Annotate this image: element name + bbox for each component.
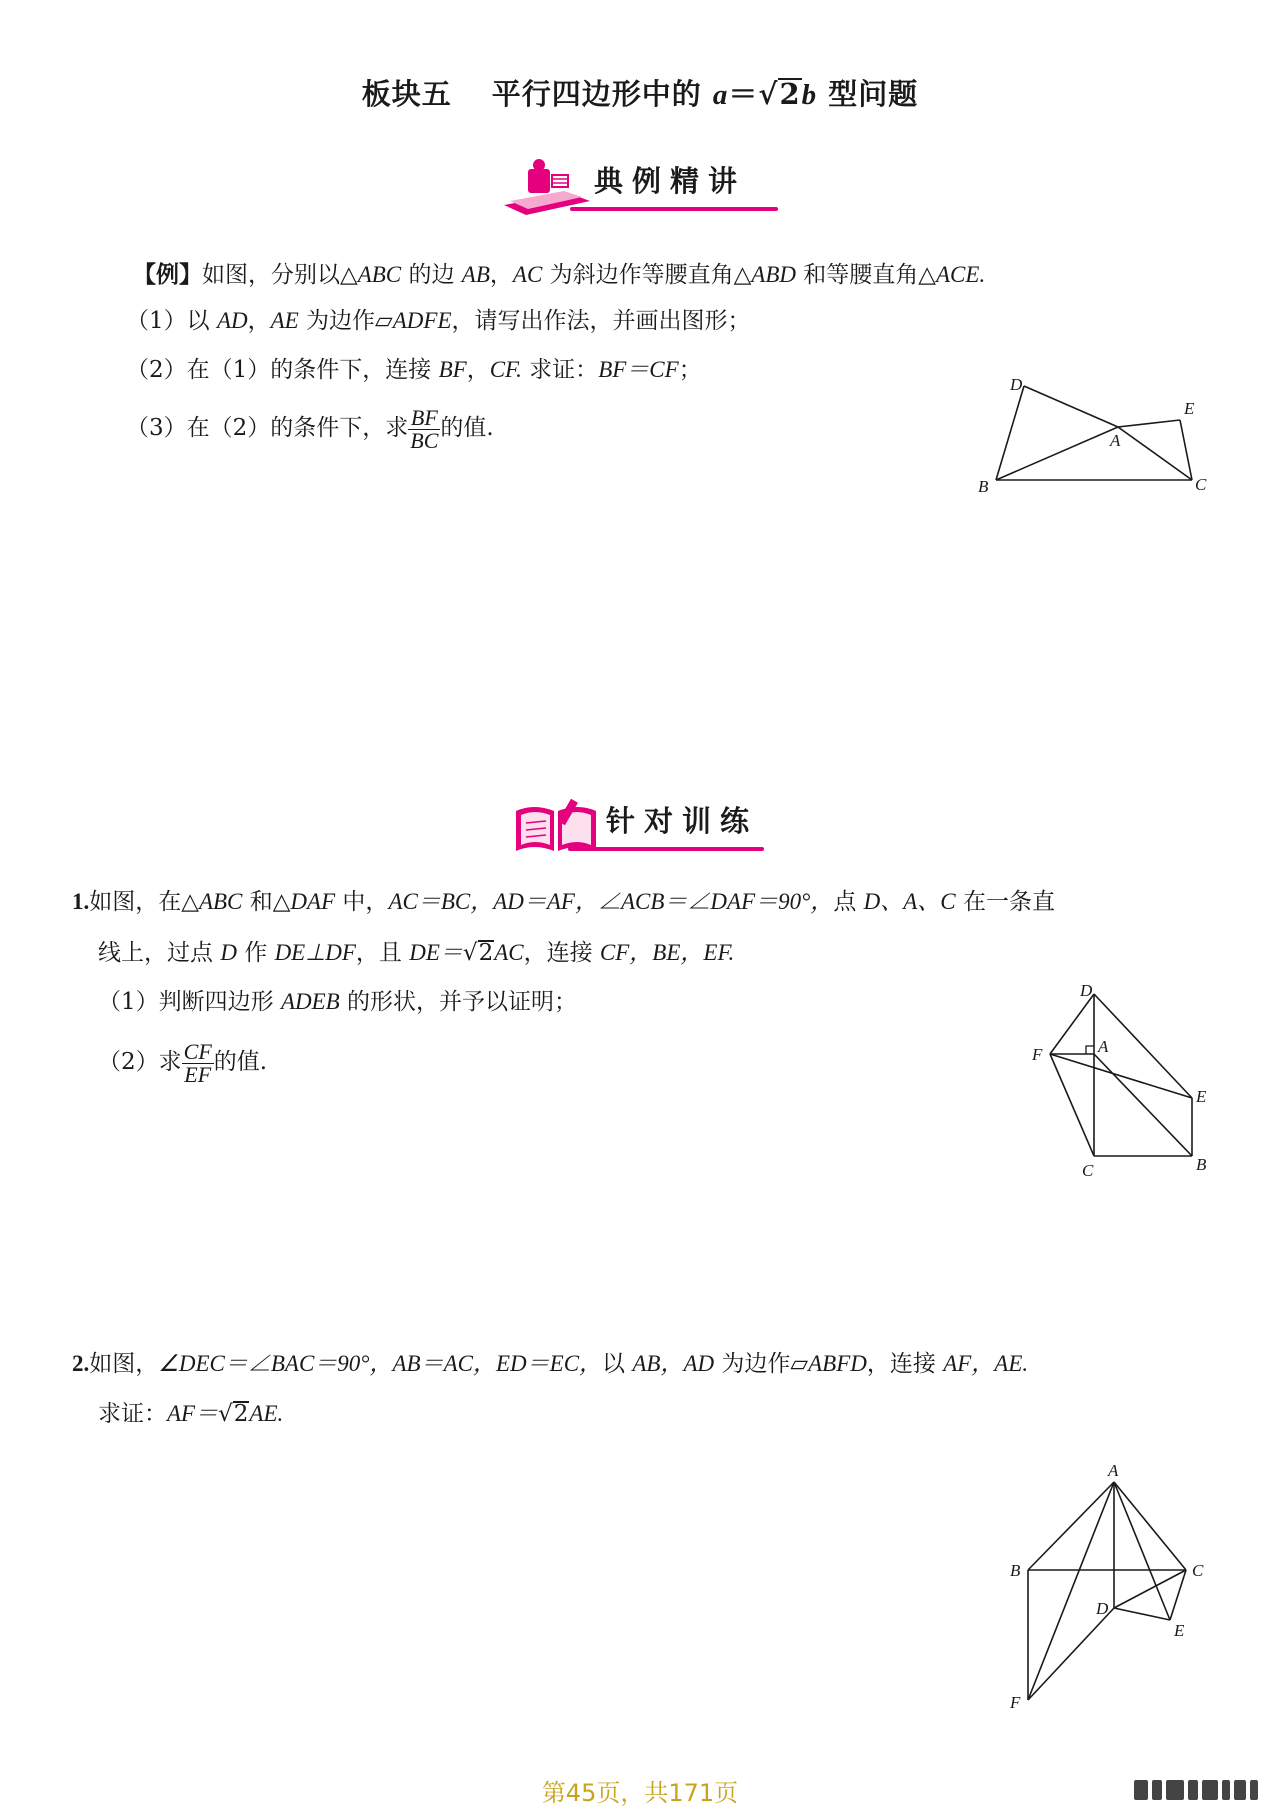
p2-var: ∠DEC＝∠BAC＝90°，AB＝AC，ED＝EC，: [158, 1351, 603, 1376]
q-text: ，: [247, 308, 271, 334]
p2-text: 为边作▱: [714, 1351, 809, 1377]
example-figure: [960, 370, 1210, 500]
example-var: ACE.: [936, 262, 986, 287]
p1-text: ，连接: [523, 940, 600, 966]
segment-da: [1024, 386, 1118, 427]
example-text: 如图，分别以△: [202, 262, 358, 288]
q-text: （1）以: [126, 308, 217, 334]
problem-2-number: 2.: [72, 1351, 90, 1376]
p1-var: AC: [494, 940, 524, 965]
section-underline: [568, 847, 764, 851]
page-indicator: 第45页，共171页: [541, 1779, 739, 1807]
problem-1-figure: [1020, 980, 1220, 1180]
example-tag: 【例】: [133, 261, 202, 288]
q-var: CF.: [489, 357, 522, 382]
segment-fa: [1028, 1482, 1114, 1700]
label-e: E: [1174, 1621, 1185, 1640]
example-text: ，: [489, 262, 513, 288]
fraction-num: BF: [408, 407, 440, 430]
p2-var: ABFD: [808, 1351, 867, 1376]
p2-var: AE.: [249, 1401, 284, 1426]
fraction-num: CF: [183, 1038, 212, 1064]
example-var: ABD: [751, 262, 796, 287]
q-text: ，: [466, 357, 490, 383]
label-f: F: [1032, 1045, 1043, 1064]
problem-1-line-1: [72, 886, 1055, 918]
p1-var: CF，BE，EF.: [599, 940, 735, 965]
problem-1-line-2: 线上，过点 D 作 DE⊥DF，且 DE＝√2AC，连接 CF，BE，EF.: [98, 940, 735, 966]
example-text: 的边: [401, 262, 462, 288]
example-text: 为斜边作等腰直角△: [542, 262, 752, 288]
q-var: ADFE: [392, 308, 452, 333]
fraction-cf-ef: [182, 1038, 214, 1087]
right-angle-mark: [1086, 1046, 1094, 1054]
p1-text: 在一条直: [955, 889, 1055, 915]
p1-text: 中，: [335, 889, 389, 915]
label-e: E: [1184, 399, 1195, 418]
segment-ac: [1118, 427, 1192, 480]
segment-fd: [1028, 1608, 1114, 1700]
label-b: B: [978, 477, 989, 496]
problem-2-figure: [1000, 1460, 1230, 1720]
segment-df: [1050, 994, 1094, 1054]
problem-2-line-1: [72, 1348, 1028, 1380]
p2-text: 以: [602, 1351, 633, 1377]
label-d: D: [1080, 981, 1093, 1000]
q-text: 的值.: [440, 415, 494, 441]
section-examples-label: 典例精讲: [594, 164, 747, 198]
p1-var: ADEB: [280, 989, 340, 1014]
q-var: BF＝CF: [598, 357, 679, 382]
title-prefix: 板块五: [361, 77, 452, 111]
segment-db: [996, 386, 1024, 480]
p2-var: AB，AD: [632, 1351, 715, 1376]
section-banner-practice: [510, 795, 780, 865]
p2-sqrt: 2: [233, 1401, 249, 1427]
example-question-2: [126, 354, 702, 386]
example-text: 和等腰直角△: [796, 262, 936, 288]
title-var-b: b: [801, 79, 818, 111]
p1-var: D: [220, 940, 237, 965]
q-text: 求证：: [521, 357, 599, 383]
p2-text: 如图，: [89, 1351, 159, 1377]
p1-text: 的值.: [213, 1049, 268, 1075]
label-c: C: [1082, 1161, 1094, 1180]
p1-var: ABC: [198, 889, 243, 914]
q-text: ，请写出作法，并画出图形；: [451, 308, 751, 334]
segment-ec: [1180, 420, 1192, 480]
p1-text: 线上，过点: [98, 940, 221, 966]
q-text: （3）在（2）的条件下，求: [126, 415, 409, 441]
segment-ab: [1094, 1054, 1192, 1156]
label-c: C: [1192, 1561, 1204, 1580]
fraction-den: EF: [184, 1061, 212, 1087]
example-stem: [133, 259, 985, 291]
segment-fc: [1050, 1054, 1094, 1156]
section-practice-label: 针对训练: [606, 804, 759, 838]
label-e: E: [1196, 1087, 1207, 1106]
q-var: BF: [438, 357, 467, 382]
segment-ac: [1114, 1482, 1186, 1570]
p1-var: DAF: [290, 889, 336, 914]
p1-text: （2）求: [98, 1049, 182, 1075]
q-var: AD: [216, 308, 248, 333]
title-sqrt: 2: [779, 77, 801, 111]
title-eq: ＝: [728, 77, 759, 111]
segment-ba: [996, 427, 1118, 480]
label-d: D: [1096, 1599, 1109, 1618]
p1-sqrt: 2: [478, 940, 494, 966]
label-b: B: [1196, 1155, 1207, 1174]
p1-text: 的形状，并予以证明；: [339, 989, 578, 1015]
example-var: ABC: [357, 262, 402, 287]
section-underline: [570, 207, 778, 211]
p2-var: AF＝: [167, 1401, 219, 1426]
p1-text: （1）判断四边形: [98, 989, 281, 1015]
label-a: A: [1108, 1461, 1119, 1480]
segment-de: [1114, 1608, 1170, 1620]
p1-text: 作: [236, 940, 275, 966]
label-d: D: [1010, 375, 1023, 394]
p1-var: DE＝: [409, 940, 463, 965]
fraction-den: BC: [410, 427, 439, 453]
fraction-bf-bc: [408, 404, 440, 453]
problem-1-question-1: [98, 986, 577, 1018]
p1-var: AC＝BC，AD＝AF，∠ACB＝∠DAF＝90°，: [388, 889, 834, 914]
segment-ae: [1118, 420, 1180, 427]
p2-var: AF，AE.: [943, 1351, 1029, 1376]
p2-text: 求证：: [98, 1401, 167, 1427]
section-banner-examples: [498, 155, 788, 225]
title-var-a: a: [712, 79, 729, 111]
label-a: A: [1098, 1037, 1109, 1056]
watermark-bars-icon: [1132, 1776, 1262, 1802]
title-suffix: 型问题: [817, 77, 919, 111]
title-main: 平行四边形中的: [491, 77, 713, 111]
label-a: A: [1110, 431, 1121, 450]
page-title: 板块五 平行四边形中的 a＝√2b 型问题: [361, 77, 919, 111]
p1-var: D、A、C: [863, 889, 956, 914]
p1-text: 如图，在△: [89, 889, 199, 915]
q-text: 为边作▱: [298, 308, 393, 334]
p1-var: DE⊥DF: [274, 940, 356, 965]
p1-text: 和△: [242, 889, 291, 915]
p1-text: ，且: [355, 940, 410, 966]
p2-text: ，连接: [866, 1351, 944, 1377]
problem-1-number: 1.: [72, 889, 90, 914]
problem-1-question-2: [98, 1036, 267, 1088]
q-text: （2）在（1）的条件下，连接: [126, 357, 439, 383]
problem-2-line-2: 求证：AF＝√2AE.: [98, 1401, 284, 1427]
q-var: AE: [270, 308, 299, 333]
segment-ae: [1114, 1482, 1170, 1620]
q-text: ；: [678, 357, 702, 383]
example-question-3: [126, 402, 494, 454]
label-c: C: [1195, 475, 1207, 494]
example-var: AC: [512, 262, 543, 287]
segment-ab: [1028, 1482, 1114, 1570]
label-b: B: [1010, 1561, 1021, 1580]
label-f: F: [1010, 1693, 1021, 1712]
example-var: AB: [461, 262, 490, 287]
example-question-1: [126, 305, 751, 337]
p1-text: 点: [833, 889, 864, 915]
